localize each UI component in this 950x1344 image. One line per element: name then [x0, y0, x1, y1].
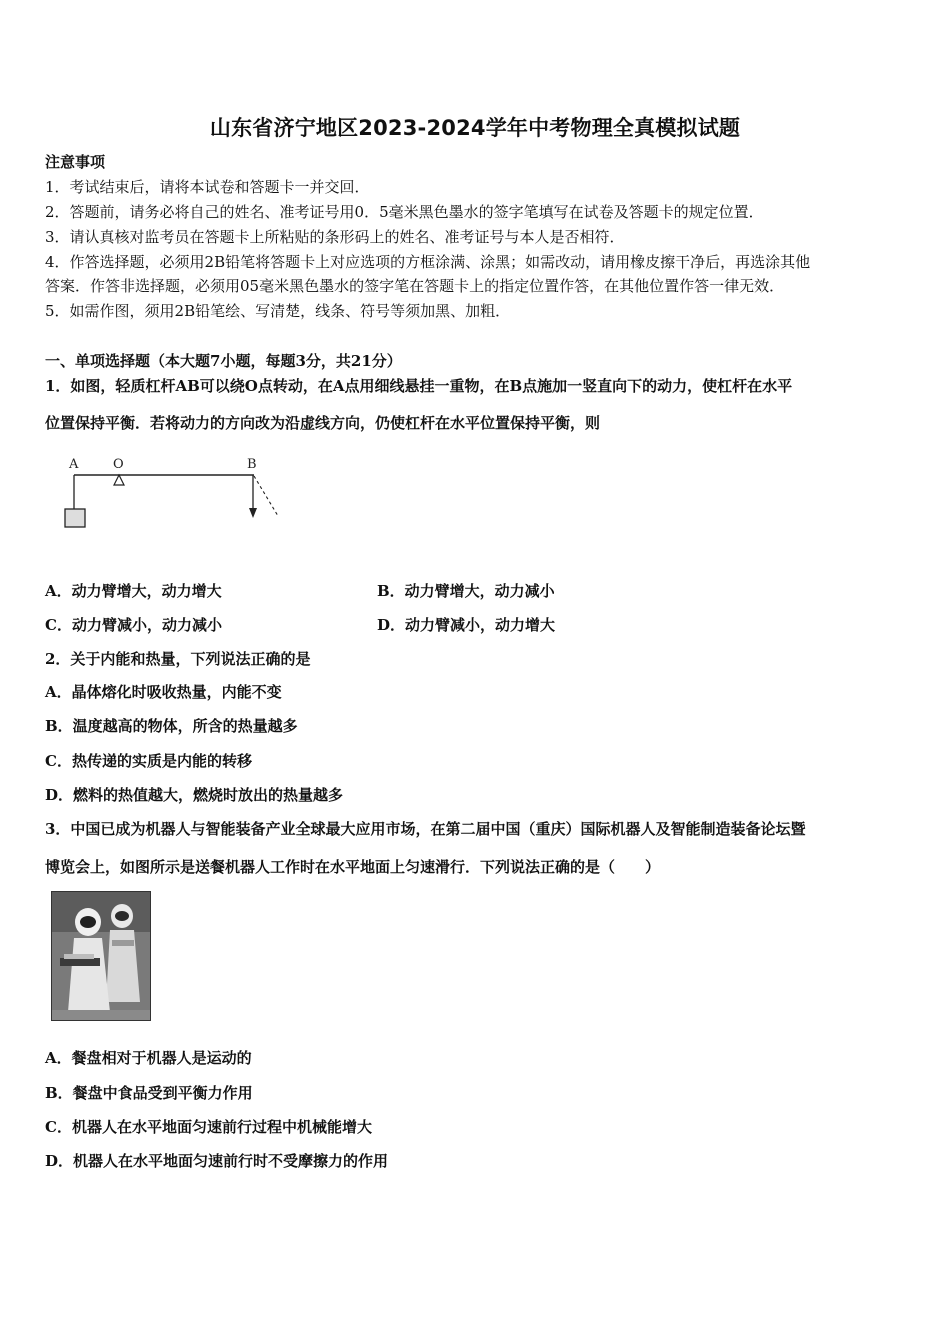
vertical-force-arrowhead: [249, 508, 257, 518]
q2-option-b: B．温度越高的物体，所含的热量越多: [45, 717, 298, 735]
note-item-4: 4．作答选择题，必须用2B铅笔将答题卡上对应选项的方框涂满、涂黑；如需改动，请用橡皮擦干净后，再选涂其他: [45, 253, 811, 271]
q1-option-c: C．动力臂减小，动力减小: [45, 616, 222, 634]
q3-option-d: D．机器人在水平地面匀速前行时不受摩擦力的作用: [45, 1152, 389, 1170]
lever-label-o: O: [113, 457, 124, 472]
notes-heading: 注意事项: [45, 153, 106, 171]
note-item-1: 1．考试结束后，请将本试卷和答题卡一并交回．: [45, 178, 370, 196]
robot-photo: [51, 891, 151, 1021]
q3-option-b: B．餐盘中食品受到平衡力作用: [45, 1084, 253, 1102]
lever-label-b: B: [247, 457, 257, 472]
q3-stem-line1: 3．中国已成为机器人与智能装备产业全球最大应用市场，在第二届中国（重庆）国际机器人及智能制造装备论坛暨: [45, 820, 806, 838]
dashed-force-line: [254, 476, 278, 516]
q3-stem-line2: 博览会上，如图所示是送餐机器人工作时在水平地面上匀速滑行．下列说法正确的是（ ）: [45, 858, 661, 876]
q2-option-a: A．晶体熔化时吸收热量，内能不变: [45, 683, 282, 701]
note-item-5: 5．如需作图，须用2B铅笔绘、写清楚，线条、符号等须加黑、加粗．: [45, 302, 511, 320]
q2-option-c: C．热传递的实质是内能的转移: [45, 752, 252, 770]
robot-illustration: [52, 892, 150, 1020]
section-heading: 一、单项选择题（本大题7小题，每题3分，共21分）: [45, 352, 402, 370]
q2-stem: 2．关于内能和热量，下列说法正确的是: [45, 650, 311, 668]
page-title: 山东省济宁地区2023-2024学年中考物理全真模拟试题: [209, 116, 741, 140]
note-item-2: 2．答题前，请务必将自己的姓名、准考证号用0．5毫米黑色墨水的签字笔填写在试卷及答题卡的规定位置．: [45, 203, 764, 221]
q3-option-c: C．机器人在水平地面匀速前行过程中机械能增大: [45, 1118, 372, 1136]
q1-stem-line2: 位置保持平衡．若将动力的方向改为沿虚线方向，仍使杠杆在水平位置保持平衡，则: [45, 414, 601, 432]
q1-stem-line1: 1．如图，轻质杠杆AB可以绕O点转动，在A点用细线悬挂一重物，在B点施加一竖直向下的动力，使杠杆在水平: [45, 377, 793, 395]
q1-option-b: B．动力臂增大，动力减小: [377, 582, 555, 600]
lever-label-a: A: [69, 457, 79, 472]
note-item-3: 3．请认真核对监考员在答题卡上所粘贴的条形码上的姓名、准考证号与本人是否相符．: [45, 228, 625, 246]
lever-figure: [60, 452, 290, 534]
q2-option-d: D．燃料的热值越大，燃烧时放出的热量越多: [45, 786, 344, 804]
hanging-weight: [65, 509, 85, 527]
lever-fulcrum: [114, 475, 124, 485]
q3-option-a: A．餐盘相对于机器人是运动的: [45, 1049, 252, 1067]
q1-option-d: D．动力臂减小，动力增大: [377, 616, 556, 634]
note-item-4-cont: 答案．作答非选择题，必须用05毫米黑色墨水的签字笔在答题卡上的指定位置作答，在其他位置作答一律无效．: [45, 277, 785, 295]
q1-option-a: A．动力臂增大，动力增大: [45, 582, 222, 600]
